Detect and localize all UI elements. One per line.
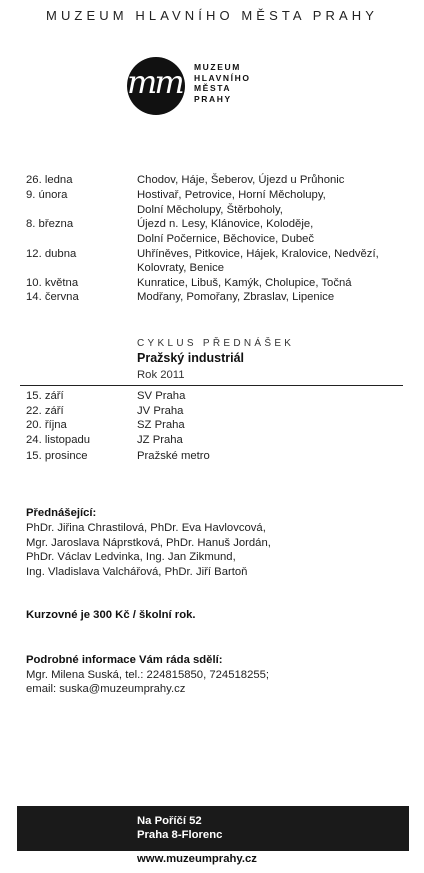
logo-monogram: mmp xyxy=(127,63,200,101)
website-link[interactable]: www.muzeumprahy.cz xyxy=(137,853,257,865)
contact-phone: Mgr. Milena Suská, tel.: 224815850, 724518255; xyxy=(26,669,270,681)
logo-line: MĚSTA xyxy=(194,83,232,93)
logo-line: HLAVNÍHO xyxy=(194,72,251,83)
lecture-date: 22. září xyxy=(26,405,64,417)
logo-line: MUZEUM xyxy=(194,62,241,72)
schedule-places: Dolní Počernice, Běchovice, Dubeč xyxy=(137,233,315,245)
divider xyxy=(20,385,403,386)
address xyxy=(137,814,222,842)
contact-heading: Podrobné informace Vám ráda sdělí: xyxy=(26,654,223,666)
lecture-date: 24. listopadu xyxy=(26,434,91,446)
series-year: Rok 2011 xyxy=(137,369,185,381)
schedule-places: Modřany, Pomořany, Zbraslav, Lipenice xyxy=(137,291,335,303)
museum-header-title: MUZEUM HLAVNÍHO MĚSTA PRAHY xyxy=(46,8,378,23)
address-city: Praha 8-Florenc xyxy=(137,829,223,841)
lecture-topic: SZ Praha xyxy=(137,419,185,431)
logo-line: PRAHY xyxy=(194,93,232,104)
lecturers-heading: Přednášející: xyxy=(26,507,97,519)
lecturer-line: Ing. Vladislava Valchářová, PhDr. Jiří Bartoň xyxy=(26,566,248,578)
address-street: Na Poříčí 52 xyxy=(137,815,202,827)
lecture-topic: JV Praha xyxy=(137,405,184,417)
series-title: Pražský industriál xyxy=(137,351,244,365)
schedule-date: 9. února xyxy=(26,189,68,201)
schedule-places: Chodov, Háje, Šeberov, Újezd u Průhonic xyxy=(137,174,345,186)
contact-email[interactable]: email: suska@muzeumprahy.cz xyxy=(26,683,186,695)
schedule-date: 10. května xyxy=(26,277,79,289)
schedule-date: 12. dubna xyxy=(26,248,77,260)
lecture-date: 15. září xyxy=(26,390,64,402)
schedule-date: 8. března xyxy=(26,218,74,230)
schedule-places: Dolní Měcholupy, Štěrboholy, xyxy=(137,204,283,216)
schedule-places: Uhříněves, Pitkovice, Hájek, Kralovice, Nedvězí, xyxy=(137,248,379,260)
lecture-date: 20. října xyxy=(26,419,67,431)
fee-text: Kurzovné je 300 Kč / školní rok. xyxy=(26,609,196,621)
lecturer-line: PhDr. Václav Ledvinka, Ing. Jan Zikmund, xyxy=(26,551,236,563)
address-bar xyxy=(17,806,409,851)
lecturer-line: Mgr. Jaroslava Náprstková, PhDr. Hanuš Jordán, xyxy=(26,537,271,549)
schedule-places: Hostivař, Petrovice, Horní Měcholupy, xyxy=(137,189,326,201)
logo-wordmark xyxy=(194,62,251,104)
schedule-date: 26. ledna xyxy=(26,174,73,186)
lecture-topic: JZ Praha xyxy=(137,434,183,446)
lecturer-line: PhDr. Jiřina Chrastilová, PhDr. Eva Havlovcová, xyxy=(26,522,266,534)
lecture-topic: Pražské metro xyxy=(137,450,210,462)
schedule-places: Kunratice, Libuš, Kamýk, Cholupice, Točná xyxy=(137,277,352,289)
lecture-date: 15. prosince xyxy=(26,450,88,462)
schedule-places: Kolovraty, Benice xyxy=(137,262,225,274)
museum-logo xyxy=(127,57,287,115)
schedule-places: Újezd n. Lesy, Klánovice, Koloděje, xyxy=(137,218,314,230)
series-label: CYKLUS PŘEDNÁŠEK xyxy=(137,338,295,349)
lecture-topic: SV Praha xyxy=(137,390,186,402)
schedule-date: 14. června xyxy=(26,291,79,303)
